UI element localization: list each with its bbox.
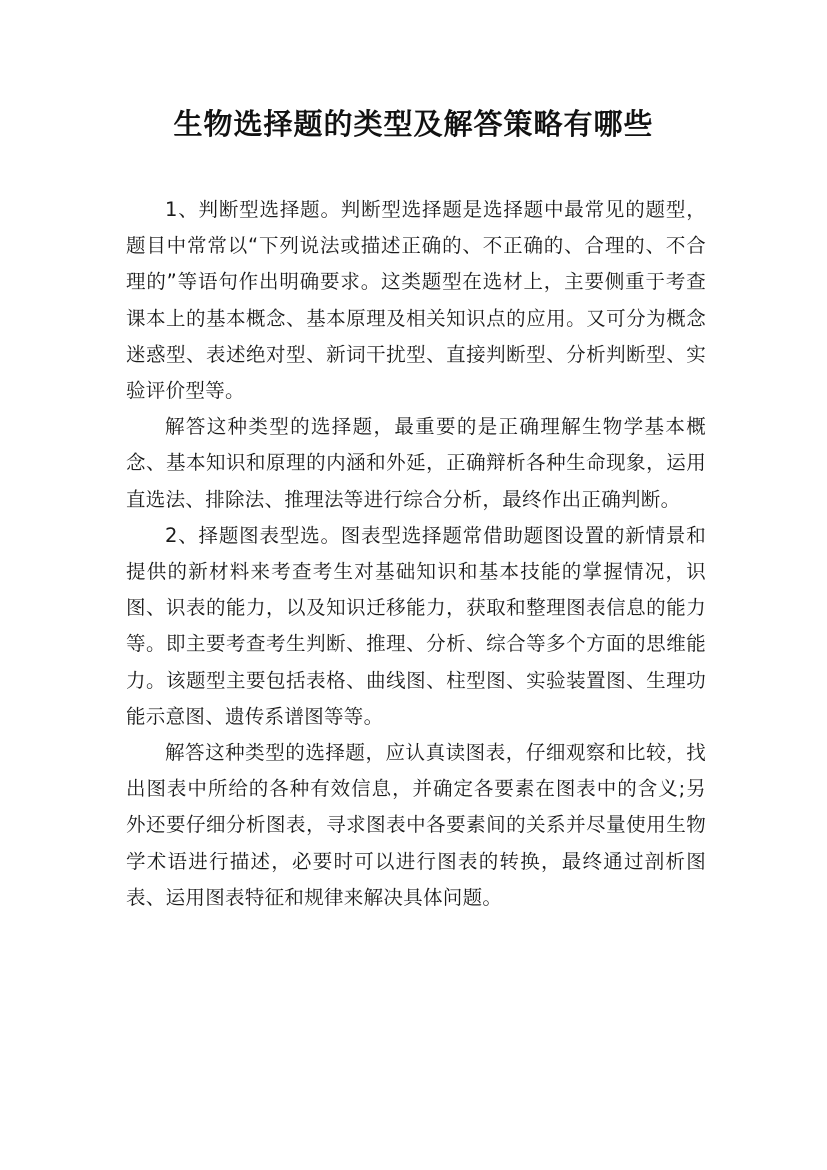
document-body xyxy=(126,192,706,916)
paragraph-judgment-strategy: 解答这种类型的选择题，最重要的是正确理解生物学基本概念、基本知识和原理的内涵和外延，正确辩析各种生命现象，运用直选法、排除法、推理法等进行综合分析，最终作出正确判断。 xyxy=(126,415,706,511)
paragraph-chart-strategy: 解答这种类型的选择题，应认真读图表，仔细观察和比较，找出图表中所给的各种有效信息，并确定各要素在图表中的含义;另外还要仔细分析图表，寻求图表中各要素间的关系并尽量使用生物学术语进行描述，必要时可以进行图表的转换，最终通过剖析图表、运用图表特征和规律来解决具体问题。 xyxy=(126,741,706,909)
paragraph-chart-type: 2、择题图表型选。图表型选择题常借助题图设置的新情景和提供的新材料来考查考生对基础知识和基本技能的掌握情况，识图、识表的能力，以及知识迁移能力，获取和整理图表信息的能力等。即主要考查考生判断、推理、分析、综合等多个方面的思维能力。该题型主要包括表格、曲线图、柱型图、实验装置图、生理功能示意图、遗传系谱图等等。 xyxy=(126,523,706,728)
paragraph-judgment-type: 1、判断型选择题。判断型选择题是选择题中最常见的题型，题目中常常以“下列说法或描述正确的、不正确的、合理的、不合理的”等语句作出明确要求。这类题型在选材上，主要侧重于考查课本上的基本概念、基本原理及相关知识点的应用。又可分为概念迷惑型、表述绝对型、新词干扰型、直接判断型、分析判断型、实验评价型等。 xyxy=(126,198,706,403)
document-title: 生物选择题的类型及解答策略有哪些 xyxy=(173,107,654,141)
